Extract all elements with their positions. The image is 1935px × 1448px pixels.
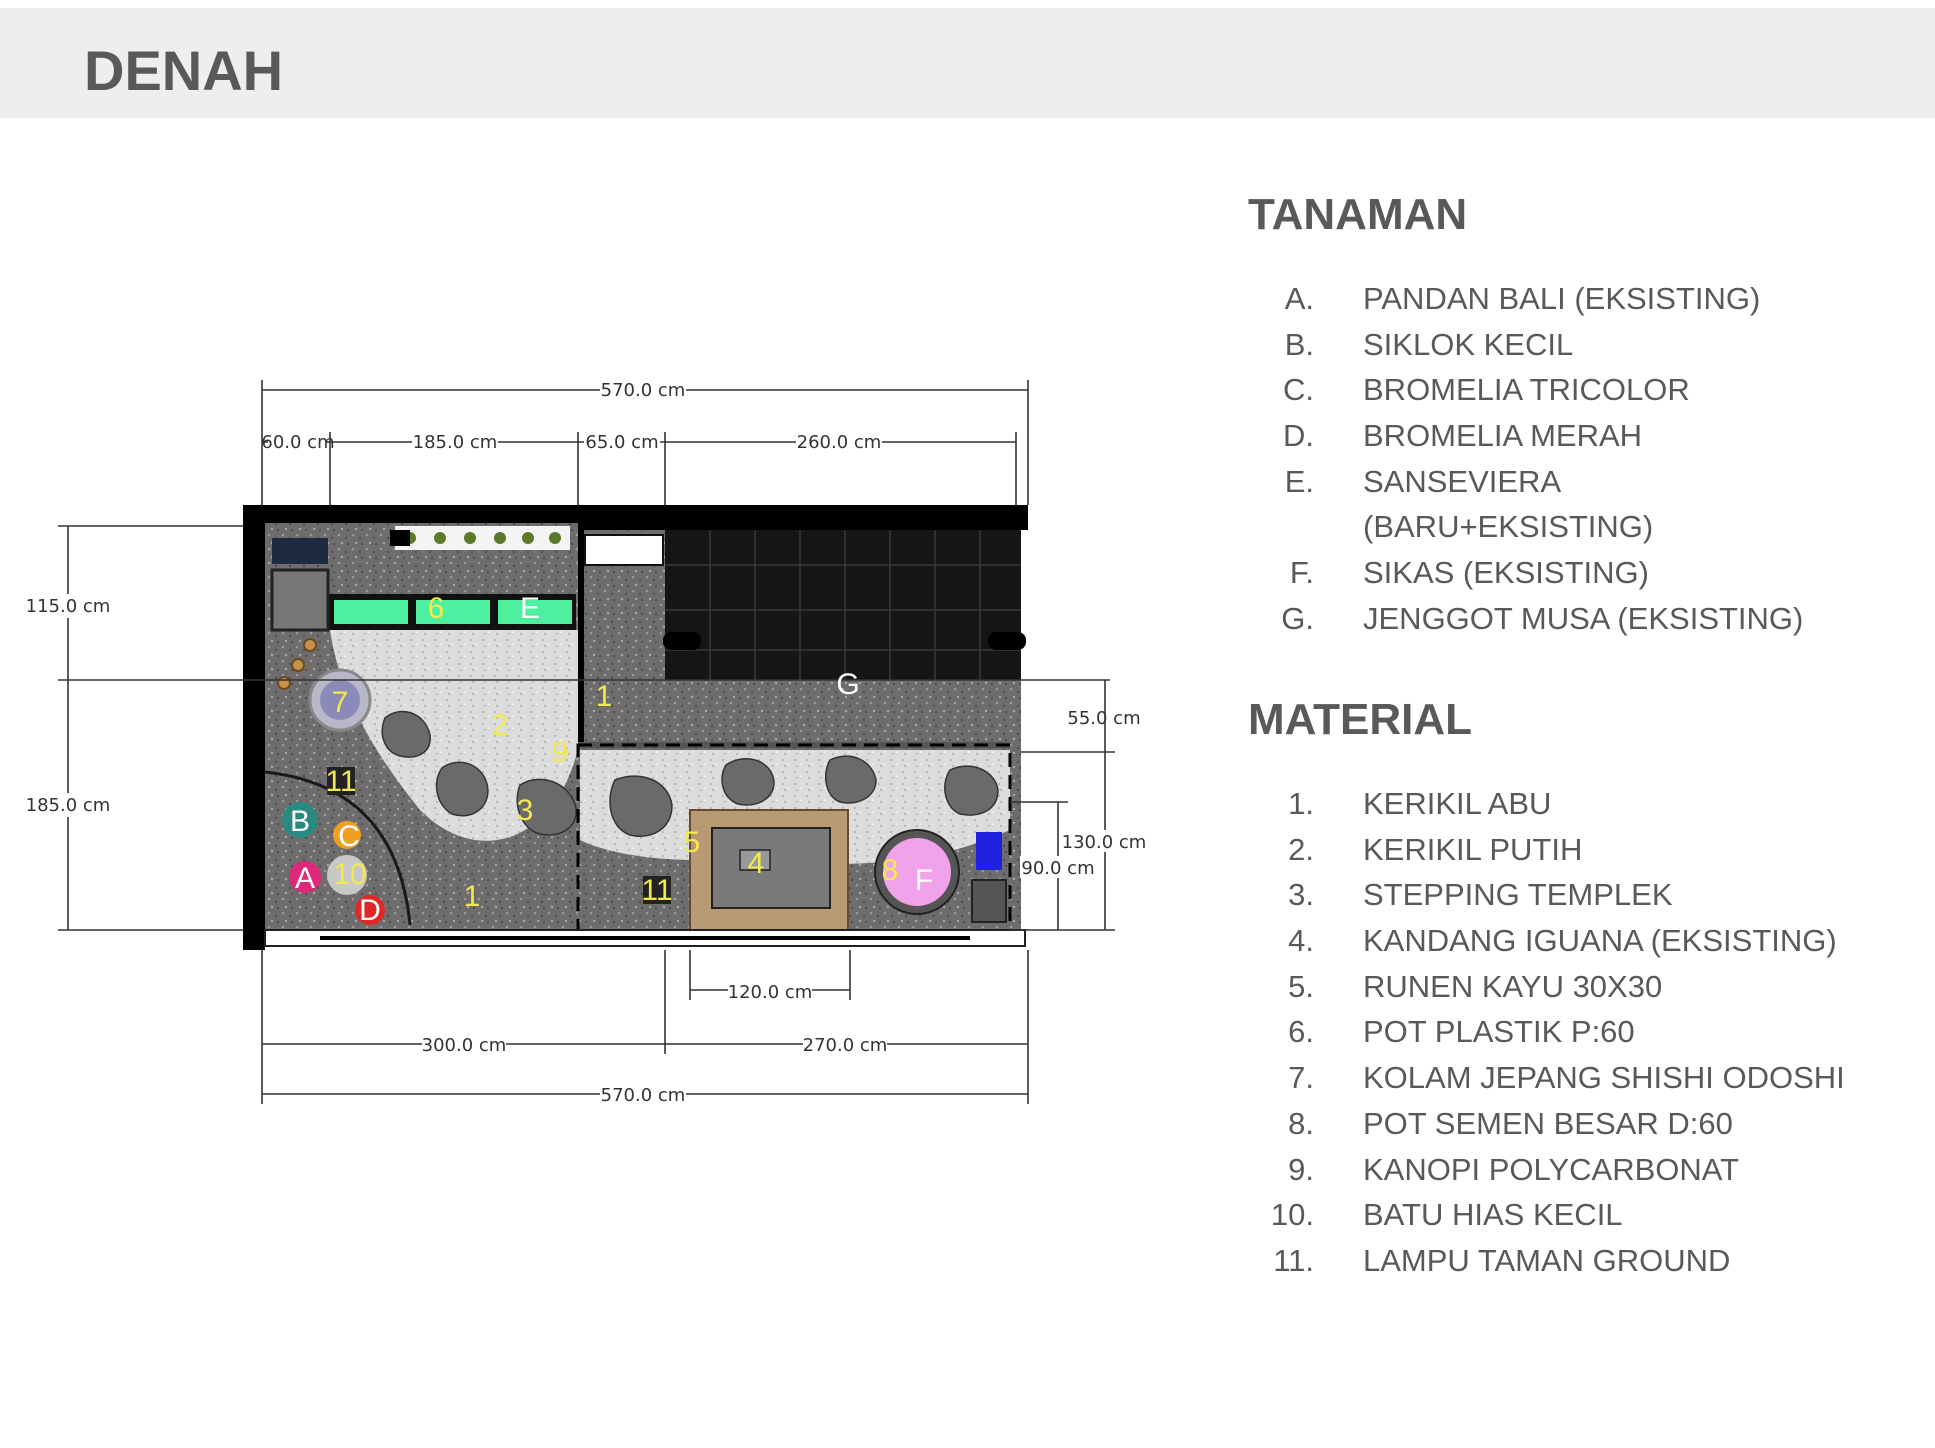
plan-label-E: E	[519, 592, 541, 625]
list-text: KANDANG IGUANA (EKSISTING)	[1363, 923, 1837, 959]
list-key: 10.	[1270, 1197, 1314, 1233]
list-key: 3.	[1288, 877, 1314, 913]
water-tank	[976, 832, 1002, 870]
tanaman-title: TANAMAN	[1248, 190, 1468, 239]
plan-label-5: 5	[683, 826, 701, 859]
list-key: 2.	[1288, 831, 1314, 867]
list-text: PANDAN BALI (EKSISTING)	[1363, 281, 1761, 316]
list-text: KANOPI POLYCARBONAT	[1363, 1151, 1740, 1187]
plan-label-7: 7	[331, 686, 349, 719]
plan-label-10: 10	[333, 858, 367, 891]
wooden-deck	[690, 810, 848, 932]
list-text: SIKLOK KECIL	[1363, 326, 1574, 362]
plan-label-C: C	[338, 820, 360, 853]
plant-row-top	[395, 526, 570, 550]
dim-inner-120: 120.0 cm	[727, 982, 813, 1003]
floor-plan	[0, 0, 1200, 1150]
plan-label-A: A	[294, 862, 316, 895]
list-key: G.	[1281, 600, 1314, 636]
plan-label-D: D	[359, 894, 381, 927]
list-text: POT SEMEN BESAR D:60	[1363, 1105, 1733, 1141]
black-terrace	[663, 520, 1026, 680]
list-key: B.	[1284, 326, 1314, 362]
plan-label-1-top: 1	[595, 680, 613, 713]
list-key: 4.	[1288, 923, 1314, 959]
list-key: 5.	[1288, 968, 1314, 1004]
list-text: POT PLASTIK P:60	[1363, 1014, 1635, 1050]
plan-label-11-right: 11	[641, 874, 673, 907]
plan-label-11-left: 11	[325, 765, 357, 798]
plan-label-9: 9	[551, 736, 569, 769]
bench	[585, 535, 663, 565]
dim-top-seg1: 60.0 cm	[261, 432, 335, 453]
list-text: BATU HIAS KECIL	[1363, 1197, 1623, 1233]
list-key: 1.	[1288, 786, 1314, 821]
dim-right-55: 55.0 cm	[1067, 708, 1141, 729]
list-key: D.	[1283, 418, 1314, 454]
control-panel	[272, 538, 328, 564]
plan-label-B: B	[289, 805, 311, 838]
storage-box	[272, 570, 328, 630]
list-key: A.	[1284, 281, 1314, 316]
dim-left-upper: 115.0 cm	[25, 596, 111, 617]
list-text: STEPPING TEMPLEK	[1363, 877, 1673, 913]
dim-bottom-300: 300.0 cm	[421, 1035, 507, 1056]
list-text: LAMPU TAMAN GROUND	[1363, 1242, 1731, 1278]
dim-top-seg4: 260.0 cm	[796, 432, 882, 453]
list-key: E.	[1284, 463, 1314, 499]
list-key: C.	[1283, 372, 1314, 408]
dim-top-seg2: 185.0 cm	[412, 432, 498, 453]
list-key: 11.	[1273, 1242, 1314, 1278]
dim-left-lower: 185.0 cm	[25, 795, 111, 816]
plan-label-6: 6	[427, 592, 445, 625]
dim-top-seg3: 65.0 cm	[585, 432, 659, 453]
plan-label-G: G	[836, 668, 860, 701]
dim-right-130: 130.0 cm	[1061, 832, 1147, 853]
list-text: KERIKIL ABU	[1363, 786, 1552, 821]
list-text: KERIKIL PUTIH	[1363, 831, 1583, 867]
plan-label-F: F	[914, 864, 934, 897]
dim-top-total: 570.0 cm	[600, 380, 686, 401]
plan-label-2: 2	[491, 709, 509, 742]
plan-label-3: 3	[516, 794, 534, 827]
list-text: (BARU+EKSISTING)	[1363, 509, 1654, 545]
material-title: MATERIAL	[1248, 695, 1473, 744]
list-key: 9.	[1288, 1151, 1314, 1187]
list-key: 8.	[1288, 1105, 1314, 1141]
list-text: SIKAS (EKSISTING)	[1363, 555, 1649, 591]
list-text: SANSEVIERA	[1363, 463, 1562, 499]
outlet-box	[972, 880, 1006, 922]
dim-bottom-270: 270.0 cm	[802, 1035, 888, 1056]
dim-bottom-total: 570.0 cm	[600, 1085, 686, 1106]
list-text: JENGGOT MUSA (EKSISTING)	[1363, 600, 1804, 636]
list-key: 7.	[1288, 1060, 1314, 1096]
list-text: BROMELIA TRICOLOR	[1363, 372, 1690, 408]
list-text: KOLAM JEPANG SHISHI ODOSHI	[1363, 1060, 1845, 1096]
list-key: F.	[1289, 555, 1314, 591]
plan-label-8: 8	[881, 854, 899, 887]
page-title: DENAH	[84, 39, 284, 102]
list-text: RUNEN KAYU 30X30	[1363, 968, 1663, 1004]
plan-label-1-bottom: 1	[463, 880, 481, 913]
list-key: 6.	[1288, 1014, 1314, 1050]
list-text: BROMELIA MERAH	[1363, 418, 1643, 454]
plan-label-4: 4	[747, 847, 765, 880]
dim-right-90: 90.0 cm	[1021, 858, 1095, 879]
